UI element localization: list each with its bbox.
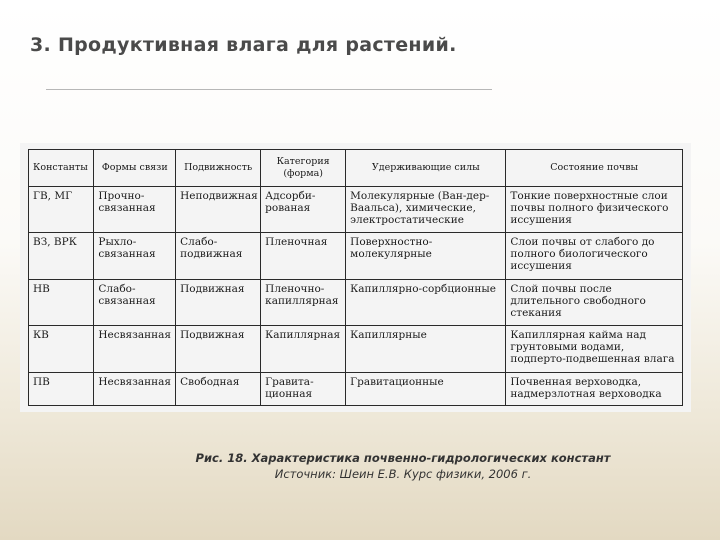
cell-bond-form: Несвязанная [94, 326, 176, 372]
figure-caption [0, 450, 720, 482]
header-soil-state: Состояние почвы [506, 150, 683, 187]
cell-holding-forces: Капиллярные [346, 326, 506, 372]
cell-holding-forces: Капиллярно-сорбционные [346, 279, 506, 325]
cell-category: Пленочная [261, 233, 346, 279]
cell-mobility: Подвижная [176, 326, 261, 372]
header-constants: Константы [29, 150, 94, 187]
table-header-row [29, 150, 683, 187]
table-row [29, 233, 683, 279]
cell-soil-state: Слой почвы после длительного свободного стекания [506, 279, 683, 325]
cell-soil-state: Тонкие поверхностные слои почвы полного физического иссушения [506, 187, 683, 233]
title-divider [46, 89, 492, 90]
cell-mobility: Слабо-подвижная [176, 233, 261, 279]
cell-bond-form: Прочно-связанная [94, 187, 176, 233]
cell-mobility: Подвижная [176, 279, 261, 325]
header-bond-form: Формы связи [94, 150, 176, 187]
table-figure [20, 143, 691, 412]
cell-category: Адсорби-рованая [261, 187, 346, 233]
slide-title: 3. Продуктивная влага для растений. [30, 34, 457, 56]
header-holding-forces: Удерживающие силы [346, 150, 506, 187]
header-category: Категория (форма) [261, 150, 346, 187]
cell-holding-forces: Молекулярные (Ван-дер-Ваальса), химические, электростатические [346, 187, 506, 233]
cell-bond-form: Слабо-связанная [94, 279, 176, 325]
cell-category: Пленочно-капиллярная [261, 279, 346, 325]
figure-caption-title: Рис. 18. Характеристика почвенно-гидрологических констант [195, 451, 611, 465]
cell-holding-forces: Гравитационные [346, 372, 506, 406]
header-mobility: Подвижность [176, 150, 261, 187]
cell-mobility: Свободная [176, 372, 261, 406]
cell-bond-form: Рыхло-связанная [94, 233, 176, 279]
cell-soil-state: Слои почвы от слабого до полного биологического иссушения [506, 233, 683, 279]
cell-mobility: Неподвижная [176, 187, 261, 233]
figure-caption-source: Источник: Шеин Е.В. Курс физики, 2006 г. [274, 467, 532, 481]
table-row [29, 279, 683, 325]
table-row [29, 326, 683, 372]
cell-constant: ВЗ, ВРК [29, 233, 94, 279]
cell-soil-state: Почвенная верховодка, надмерзлотная верховодка [506, 372, 683, 406]
soil-constants-table [28, 149, 683, 406]
cell-soil-state: Капиллярная кайма над грунтовыми водами, подперто-подвешенная влага [506, 326, 683, 372]
cell-constant: НВ [29, 279, 94, 325]
cell-category: Капиллярная [261, 326, 346, 372]
cell-constant: ПВ [29, 372, 94, 406]
table-row [29, 187, 683, 233]
table-row [29, 372, 683, 406]
cell-bond-form: Несвязанная [94, 372, 176, 406]
cell-constant: ГВ, МГ [29, 187, 94, 233]
cell-holding-forces: Поверхностно-молекулярные [346, 233, 506, 279]
cell-constant: КВ [29, 326, 94, 372]
cell-category: Гравита-ционная [261, 372, 346, 406]
